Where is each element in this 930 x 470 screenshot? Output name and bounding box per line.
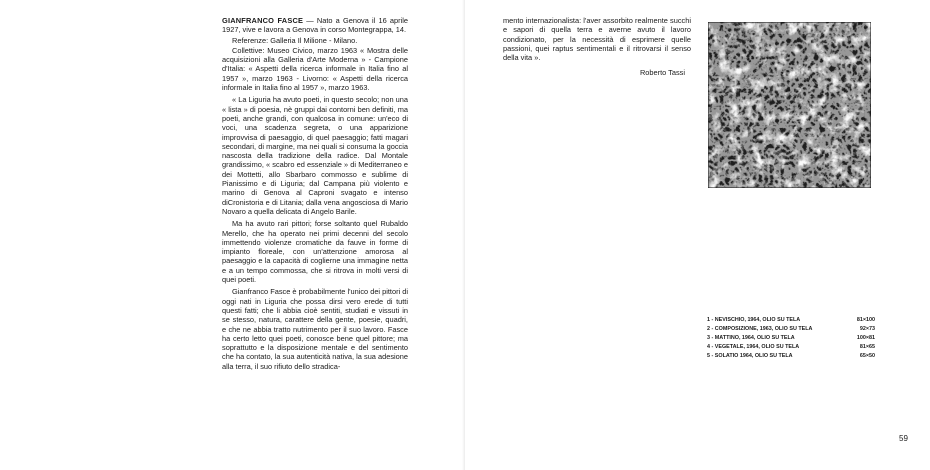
caption-title: 4 - VEGETALE, 1964, OLIO SU TELA (707, 344, 800, 350)
artist-bio (222, 16, 408, 35)
essay-paragraph-3: Gianfranco Fasce è probabilmente l'unico dei pittori di oggi nati in Liguria che possa dirsi vero erede di tutti questi fatti; che li abbia cioè sentiti, studiati e vissuti in se stesso, natura, carattere della gente, poesie, quadri, e che ne abbia tratto nutrimento per il suo lavoro. Fasce ha certo letto quei poeti, conosce bene quel pittore; ma soprattutto e la disposizione mentale e del sentimento che ha contato, la sua autenticità nativa, la sua adesione alla terra, il suo rifiuto dello stradica- (222, 287, 409, 371)
essay-continuation-column (503, 16, 691, 78)
caption-row (707, 316, 875, 325)
caption-size: 81×65 (859, 344, 875, 350)
artist-name: GIANFRANCO FASCE (222, 16, 304, 25)
essay-continuation: mento internazionalista: l'aver assorbito realmente succhi e sapori di quella terra e averne avuto il lavoro condizionato, per la necessità di esprimere quelle passioni, quei raptus sentimentali e il ritrovarsi il senso della vita ». (503, 16, 691, 63)
caption-title: 5 - SOLATIO 1964, OLIO SU TELA (707, 353, 793, 359)
group-exhibitions: Collettive: Museo Civico, marzo 1963 « Mostra delle acquisizioni alla Galleria d'Arte Moderna » - Campione d'Italia: « Aspetti della ricerca informale in Italia fino al 1957 », marzo 1963 - Livorno: « Aspetti della ricerca informale in Italia fino al 1957 », marzo 1963. (222, 45, 408, 93)
page-number: 59 (899, 434, 908, 443)
essay-paragraph-2: Ma ha avuto rari pittori; forse soltanto quel Rubaldo Merello, che ha operato nei primi decenni del secolo immettendo violenze cromatiche da fauve in forme di impianto floreale, con un'attenzione amorosa al paesaggio e la capacità di coglierne una immagine netta e a un tempo commossa, che si ritrova in molti versi di quei poeti. (222, 219, 408, 285)
caption-title: 2 - COMPOSIZIONE, 1963, OLIO SU TELA (707, 326, 813, 332)
plate-captions (707, 316, 875, 361)
references: Referenze: Galleria Il Milione - Milano. (232, 35, 358, 45)
caption-size: 100×81 (856, 335, 875, 341)
essay-paragraph-1: « La Liguria ha avuto poeti, in questo secolo; non una « lista » di poesia, nè gruppi dai contorni ben definiti, ma poeti, anche grandi, con qualcosa in comune: un'eco di voci, una scadenza segreta, o una apparizione improvvisa di paesaggio, di quel paesaggio; fatti magari secondari, di margine, ma nei quali si consuma la goccia nascosta della tradizione della radice. Dal Montale grandissimo, « scabro ed essenziale » di Mediterraneo e dei Mottetti, allo Sbarbaro commosso e sublime di Pianissimo e di Liguria; dal Campana più violento e marino di Genova al Caproni svagato e intenso diCronistoria e di Litania; dalla vena angosciosa di Mario Novaro a quella delicata di Angelo Barile. (222, 95, 408, 216)
painting-reproduction (708, 22, 871, 188)
caption-row (707, 325, 875, 334)
caption-size: 81×100 (856, 317, 875, 323)
caption-size: 65×50 (859, 353, 875, 359)
author-signature: Roberto Tassi (639, 68, 685, 78)
caption-row (707, 352, 875, 361)
caption-size: 92×73 (859, 326, 875, 332)
right-page (465, 0, 930, 470)
caption-row (707, 343, 875, 352)
left-text-column (222, 16, 408, 374)
caption-title: 1 - NEVISCHIO, 1964, OLIO SU TELA (707, 317, 801, 323)
caption-title: 3 - MATTINO, 1964, OLIO SU TELA (707, 335, 795, 341)
artist-bio-text: — Nato a Genova il 16 aprile 1927, vive e lavora a Genova in corso Montegrappa, 14. (222, 16, 409, 35)
caption-row (707, 334, 875, 343)
